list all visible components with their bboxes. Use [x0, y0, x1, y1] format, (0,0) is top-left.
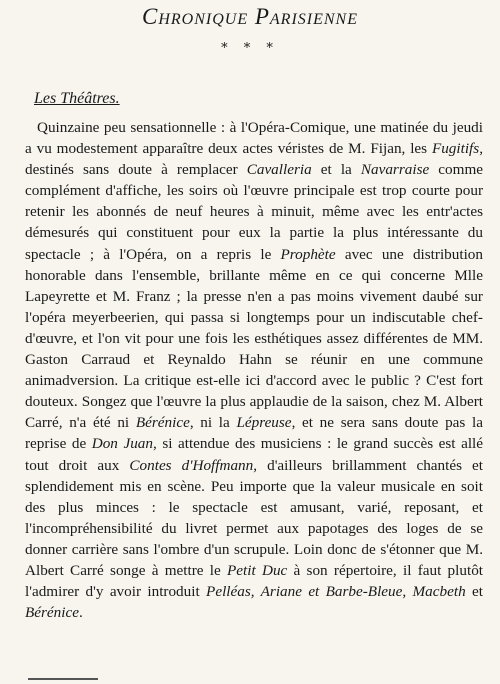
- text-run: et: [465, 583, 483, 601]
- italic-title-run: Bérénice: [135, 414, 190, 432]
- italic-title-run: Lépreuse: [236, 414, 292, 432]
- text-run: comme complément d'affiche, les soirs où l'œuvre principale est trop courte pour retenir les abonnés de neuf heures à minuit, même avec les entr'actes démesurés qui constituent pour eux la partie la plus intéressante du spectacle ; à l'Opéra, on a repris le: [25, 161, 484, 263]
- section-title: Les Théâtres.: [34, 90, 120, 107]
- italic-title-run: Fugitifs: [431, 140, 480, 158]
- text-run: , si attendue des musiciens : le grand succès est allé tout droit aux: [25, 435, 483, 474]
- page-heading: Chronique Parisienne: [142, 4, 358, 29]
- italic-title-run: Pelléas, Ariane et Barbe-Bleue, Macbeth: [206, 583, 466, 601]
- italic-title-run: Petit Duc: [227, 561, 288, 579]
- text-run: .: [78, 604, 83, 622]
- italic-title-run: Prophète: [280, 245, 336, 263]
- footer-rule: [28, 678, 98, 683]
- italic-title-run: Bérénice: [25, 604, 79, 622]
- text-run: , ni la: [189, 414, 237, 432]
- text-run: et la: [311, 161, 361, 179]
- text-run: à son répertoire, il faut plutôt l'admirer d'y avoir introduit: [25, 561, 484, 601]
- text-run: , d'ailleurs brillamment chantés et splendidement mis en scène. Peu importe que la valeur musicale en soit des plus minces : le spectacle est amusant, varié, reposant, et l'incompréhensibilité du livret permet aux papotages des loges de se donner carrière sans l'ombre d'un scrupule. Loin donc de s'étonner que M. Albert Carré songe à mettre le: [25, 456, 484, 579]
- italic-title-run: Don Juan: [91, 435, 153, 453]
- italic-title-run: Cavalleria: [246, 161, 312, 179]
- text-run: avec une distribution honorable dans l'ensemble, brillante même en ce qui concerne Mlle Lapeyrette et M. Franz ; la presse n'en a pas moins vivement daubé sur l'opéra meyerbeerien, qui passa si longtemps pour un indiscutable chef-d'œuvre, et l'on vit pour une fois les esthétiques assez différentes de MM. Gaston Carraud et Reynaldo Hahn se réunir en une commune animadversion. La critique est-elle ici d'accord avec le public ? C'est fort douteux. Songez que l'œuvre la plus applaudie de la saison, chez M. Albert Carré, n'a été ni: [25, 245, 483, 432]
- text-run: , destinés sans doute à remplacer: [25, 140, 483, 179]
- text-run: , et ne sera sans doute pas la reprise de: [25, 414, 483, 453]
- italic-title-run: Navarraise: [360, 161, 430, 179]
- text-run: Quinzaine peu sensationnelle : à l'Opéra-Comique, une matinée du jeudi a vu modestement apparaître deux actes véristes de M. Fijan, les: [25, 119, 483, 158]
- ornament-asterisks: * * *: [221, 41, 279, 56]
- body-paragraph: [25, 117, 483, 623]
- italic-title-run: Contes d'Hoffmann: [129, 456, 254, 474]
